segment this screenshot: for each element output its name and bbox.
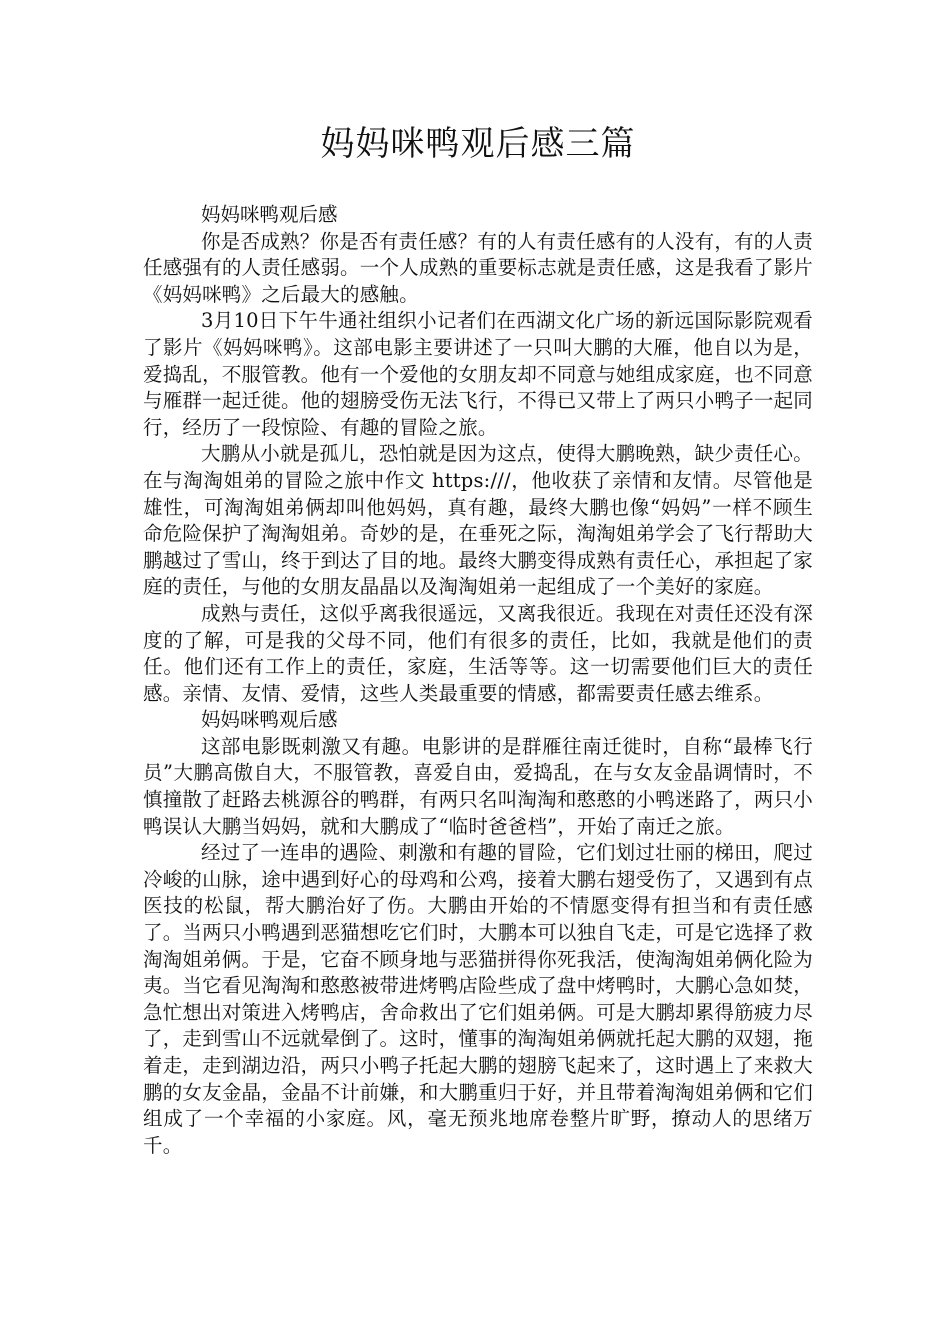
section-1: [143, 202, 813, 707]
document-title: 妈妈咪鸭观后感三篇: [320, 124, 636, 164]
paragraph: 成熟与责任，这似乎离我很遥远，又离我很近。我现在对责任还没有深度的了解，可是我的父母不同，他们有很多的责任，比如，我就是他们的责任。他们还有工作上的责任，家庭，生活等等。这一切需要他们巨大的责任感。亲情、友情、爱情，这些人类最重要的情感，都需要责任感去维系。: [143, 601, 813, 705]
paragraph: 大鹏从小就是孤儿，恐怕就是因为这点，使得大鹏晚熟，缺少责任心。在与淘淘姐弟的冒险之旅中作文 https:///，他收获了亲情和友情。尽管他是雄性，可淘淘姐弟俩却叫他妈妈，真有趣，最终大鹏也像“妈妈”一样不顾生命危险保护了淘淘姐弟。奇妙的是，在垂死之际，淘淘姐弟学会了飞行帮助大鹏越过了雪山，终于到达了目的地。最终大鹏变得成熟有责任心，承担起了家庭的责任，与他的女朋友晶晶以及淘淘姐弟一起组成了一个美好的家庭。: [143, 442, 813, 599]
paragraph: 经过了一连串的遇险、刺激和有趣的冒险，它们划过壮丽的梯田，爬过冷峻的山脉，途中遇到好心的母鸡和公鸡，接着大鹏右翅受伤了，又遇到有点医技的松鼠，帮大鹏治好了伤。大鹏由开始的不情愿变得有担当和有责任感了。当两只小鸭遇到恶猫想吃它们时，大鹏本可以独自飞走，可是它选择了救淘淘姐弟俩。于是，它奋不顾身地与恶猫拼得你死我活，使淘淘姐弟俩化险为夷。当它看见淘淘和憨憨被带进烤鸭店险些成了盘中烤鸭时，大鹏心急如焚，急忙想出对策进入烤鸭店，舍命救出了它们姐弟俩。可是大鹏却累得筋疲力尽了，走到雪山不远就晕倒了。这时，懂事的淘淘姐弟俩就托起大鹏的双翅，拖着走，走到湖边沿，两只小鸭子托起大鹏的翅膀飞起来了，这时遇上了来救大鹏的女友金晶，金晶不计前嫌，和大鹏重归于好，并且带着淘淘姐弟俩和它们组成了一个幸福的小家庭。风，毫无预兆地席卷整片旷野，撩动人的思绪万千。: [143, 841, 813, 1157]
section-2: [143, 707, 813, 1159]
paragraph: 你是否成熟？你是否有责任感？有的人有责任感有的人没有，有的人责任感强有的人责任感弱。一个人成熟的重要标志就是责任感，这是我看了影片《妈妈咪鸭》之后最大的感触。: [143, 229, 813, 306]
document-page: [143, 120, 813, 1159]
section-heading: 妈妈咪鸭观后感: [201, 708, 338, 732]
paragraph: 这部电影既刺激又有趣。电影讲的是群雁往南迁徙时，自称“最棒飞行员”大鹏高傲自大，不服管教，喜爱自由，爱捣乱，在与女友金晶调情时，不慎撞散了赶路去桃源谷的鸭群，有两只名叫淘淘和憨憨的小鸭迷路了，两只小鸭误认大鹏当妈妈，就和大鹏成了“临时爸爸档”，开始了南迁之旅。: [143, 734, 813, 838]
section-heading: 妈妈咪鸭观后感: [201, 203, 338, 226]
paragraph: 3月10日下午牛通社组织小记者们在西湖文化广场的新远国际影院观看了影片《妈妈咪鸭》。这部电影主要讲述了一只叫大鹏的大雁，他自以为是，爱捣乱，不服管教。他有一个爱他的女朋友却不同意与她组成家庭，也不同意与雁群一起迁徙。他的翅膀受伤无法飞行，不得已又带上了两只小鸭子一起同行，经历了一段惊险、有趣的冒险之旅。: [143, 309, 813, 439]
